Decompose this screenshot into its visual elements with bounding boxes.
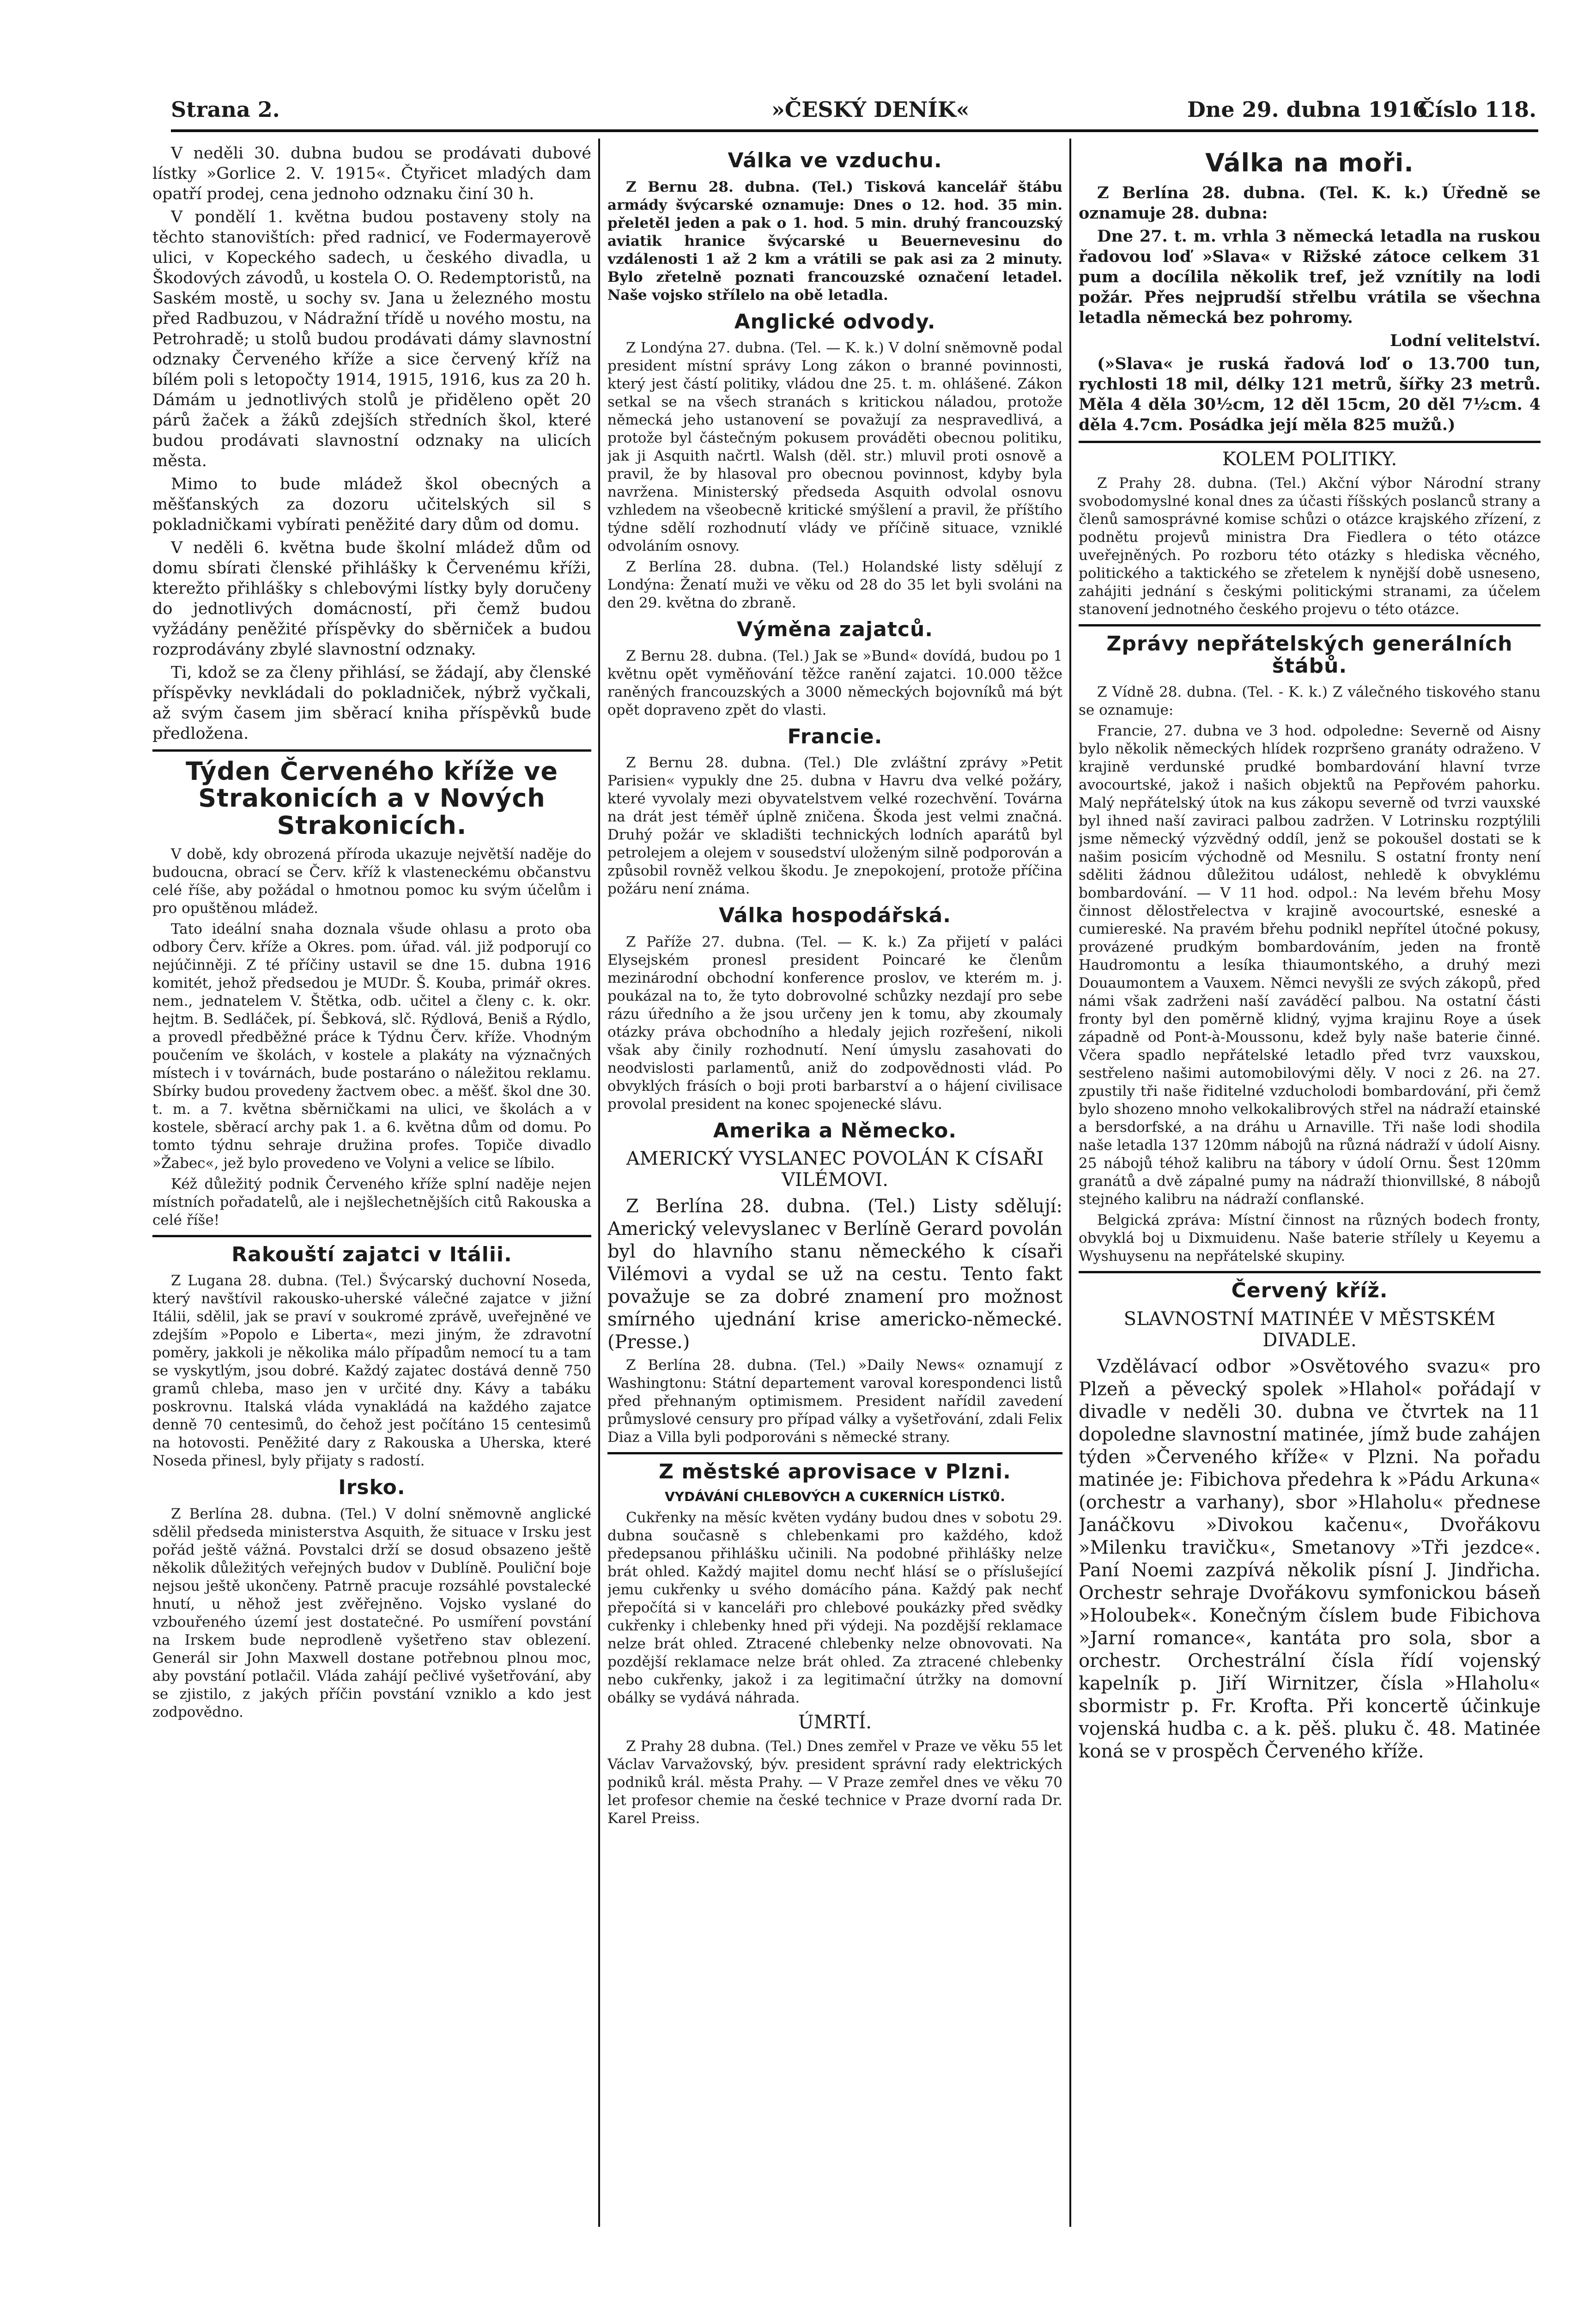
article-paragraph: Ti, kdož se za členy přihlásí, se žádají, aby členské příspěvky nevkládali do pokladniček, nýbrž vyčkali, až svým časem jim sběrací kniha příspěvků bude předložena.	[152, 663, 591, 743]
article-paragraph: V pondělí 1. května budou postaveny stoly na těchto stanovištích: před radnicí, ve Fodermayerově ulici, v Kopeckého sadech, u českého divadla, u Škodových závodů, u kostela O. O. Redemptoristů, na Saském mostě, u sochy sv. Jana u železného mostu před Radbuzou, v Nádražní třídě u nového mostu, na Petrohradě; u stolů budou prodávati dámy slavnostní odznaky Červeného kříže a sice červený kříž na bílém poli s letopočty 1914, 1915, 1916, kus za 20 h. Dámám u jednotlivých stolů je přiděleno opět 20 párů žaček a žáků zdejších středních škol, které budou prodávati slavnostní odznaky na ulicích města.	[152, 208, 591, 470]
article-paragraph: Tato ideální snaha doznala všude ohlasu a proto oba odbory Červ. kříže a Okres. pom. úřad. vál. již podporují co nejúčinněji. Z té příčiny ustavil se dne 15. dubna 1916 komitét, jehož předsedou je MUDr. Š. Kouba, primář okres. nem., jednatelem V. Štětka, odb. učitel a členy c. k. okr. hejtm. B. Sedláček, pí. Šebková, slč. Rýdlová, Beniš a Rýdlo, a provedl předběžné práce k Týdnu Červ. kříže. Vhodným poučením ve školách, v kostele a plakáty na význačných místech i v továrnách, bude postaráno o náležitou reklamu. Sbírky budou provedeny žactvem obec. a měšť. škol dne 30. t. m. a 7. května sběrničkami na ulici, ve školách a v kostele, sběrací archy pak 1. a 6. května dům od domu. Po tomto týdnu sehraje družina profes. Topiče divadlo »Žabec«, jež bylo provedeno ve Volyni a velice se líbilo.	[152, 920, 591, 1172]
headline-enemy-reports: Zprávy nepřátelských generálních štábů.	[1106, 632, 1513, 678]
article-paragraph: Z Berlína 28. dubna. (Tel.) V dolní sněmovně anglické sdělil předseda ministerstva Asquith, že situace v Irsku jest pořád ještě vážná. Povstalci drží se dosud obsazeno ještě několik důležitých veřejných budov v Dublíně. Pouliční boje nejsou ještě ukončeny. Patrně pracuje rozsáhlé povstalecké hnutí, u něhož jest zvěřejněno. Vojsko vyslané do vzbouřeného území jest dostatečné. Po usmíření povstání na Irskem bude neprodleně vyšetřeno stav oblezení. Generál sir John Maxwell dostane potřebnou plnou moc, aby povstání potlačil. Vláda zahájí pečlivé vyšetřování, aby se zjistilo, z jakých příčin povstání vzniklo a kdo jest zodpovědno.	[152, 1505, 591, 1720]
headline-politics: KOLEM POLITIKY.	[1222, 449, 1397, 470]
article-paragraph: Dne 27. t. m. vrhla 3 německá letadla na ruskou řadovou loď »Slava« v Rižské zátoce celkem 31 pum a docílila několik tref, jež vznítily na lodi požár. Přes nejprudší střelbu vrátila se všechna letadla německá bez pohromy.	[1079, 227, 1541, 328]
article-paragraph: Z Prahy 28. dubna. (Tel.) Akční výbor Národní strany svobodomyslné konal dnes za účasti říšských poslanců strany a členů samosprávné komise schůzi o otázce krajského zřízení, z podnětu projevů ministra Dra Fiedlera o této otázce uveřejněných. Po rozboru této otázky s hlediska věcného, politického a taktického se zřetelem k nynější době usneseno, zahájiti jednání s českými politickými stranami, za účelem stanovení jednotného českého projevu o této otázce.	[1079, 475, 1541, 618]
article-paragraph: Z Berlína 28. dubna. (Tel.) Holandské listy sdělují z Londýna: Ženatí muži ve věku od 28 do 35 let byli svoláni na den 29. května do zbraně.	[607, 559, 1062, 612]
header-rule	[171, 129, 1538, 132]
headline-america-germany: Amerika a Německo.	[713, 1119, 957, 1143]
column-divider	[598, 139, 600, 2227]
headline-english-levy: Anglické odvody.	[734, 310, 936, 334]
headline-red-cross: Červený kříž.	[1231, 1279, 1388, 1303]
article-paragraph: Mimo to bude mládež škol obecných a měšťanských za dozoru učitelských sil s pokladničkami vybírati peněžité dary dům od domu.	[152, 475, 591, 534]
section-rule	[152, 749, 591, 752]
headline-economic-war: Válka hospodářská.	[719, 904, 951, 928]
article-paragraph: Z Berlína 28. dubna. (Tel. K. k.) Úředně se oznamuje 28. dubna:	[1079, 183, 1541, 223]
article-paragraph: Cukřenky na měsíc květen vydány budou dnes v sobotu 29. dubna současně s chlebenkami pro každého, kdož předepsanou přihlášku učinili. Na podobné přihlášky nelze brát ohled. Každý majitel domu nechť hlásí se o příslušející jemu cukřenky u svého domácího pána. Každý pak nechť přepočítá si v kanceláři pro chlebové poukázky před svědky cukřenky i chlebenky hned při výdeji. Na pozdější reklamace nelze brát ohled. Ztracené chlebenky nelze obnovovati. Na pozdější reklamace nelze brát ohled. Za ztracené chlebenky nebo cukřenky, jakož i za legitimační útržky na domovní obálky se vydává náhrada.	[607, 1509, 1062, 1706]
headline-sea-war: Válka na moři.	[1205, 148, 1414, 177]
newspaper-title: »ČESKÝ DENÍK«	[771, 97, 970, 122]
article-signature: Lodní velitelství.	[1390, 331, 1541, 351]
article-paragraph: Z Berlína 28. dubna. (Tel.) Listy sdělují: Americký velevyslanec v Berlíně Gerard povolán byl do hlavního stanu německého k císaři Vilémovi a vydal se už na cestu. Tento fakt považuje se za dobré znamení pro možnost smírného ujednání krise americko-německé. (Presse.)	[607, 1196, 1062, 1353]
article-paragraph: Belgická zpráva: Místní činnost na různých bodech fronty, obvyklá boj u Dixmuidenu. Naše baterie střílely u Keyemu a Wyshuysenu na nepřátelské skupiny.	[1079, 1212, 1541, 1265]
headline-deaths: ÚMRTÍ.	[798, 1711, 872, 1733]
section-rule	[152, 1235, 591, 1237]
article-paragraph: Z Berlína 28. dubna. (Tel.) »Daily News« oznamují z Washingtonu: Státní departement varoval korespondenci listů před přehnaným optimismem. President nařídil zavedení průmyslové censury pro případ války a vyšetřování, zdali Felix Diaz a Villa byli podporováni s německé strany.	[607, 1357, 1062, 1446]
article-paragraph: Z Vídně 28. dubna. (Tel. - K. k.) Z válečného tiskového stanu se oznamuje:	[1079, 684, 1541, 719]
article-paragraph: Francie, 27. dubna ve 3 hod. odpoledne: Severně od Aisny bylo několik německých hlídek rozpršeno granáty odraženo. V krajině verdunské prudké bombardování hlavní tvrze avocourtské, jakož i našich objektů na Pepřovém pahorku. Malý nepřátelský útok na kus zákopu severně od tvrzi vauxské byl ihned naší zaviraci palbou zadržen. V Lotrinsku rozptýlili jsme německý výzvědný oddíl, jenž se pokoušel dostati se k našim posicím východně od Mesnilu. S ostatní fronty není sděliti žádnou důležitou událost, nehledě k obvyklému bombardování. — V 11 hod. odpol.: Na levém břehu Mosy činnost dělostřelectva v krajině avocourtské, esneské a cumiereské. Na pravém břehu podnikl nepřítel útočné pokusy, provázené prudkým bombardováním, jeden na frontě Haudromontu a lesíka thiaumontského, a druhý mezi Douaumontem a Vauxem. Němci nevyšli ze svých zákopů, před námi však zadrženi naší zaváděcí palbou. Na ostatní části fronty byl den poměrně klidný, vyjma krajinu Roye a úsek západně od Pont-à-Moussonu, kdež byly naše baterie činné. Včera spadlo nepřátelské letadlo před tvrz vauxskou, sestřeleno našimi automobilovými děly. V noci z 26. na 27. zpustily tři naše řiditelné vzducholodi bombardování, při čemž bylo shozeno mnoho velkokalibrových střel na nádraží etainské a bersdorfské, a na dráhu u Arnaville. Tři naše lodi shodila naše letadla 137 120mm nábojů na různá nádraží v údolí Aisny. 25 nábojů téhož kalibru na tábory v údolí Ornu. Šest 120mm granátů a dvě zápalné pumy na nádraží thionvillské, 8 nábojů stejného kalibru na nádraží conflanské.	[1079, 723, 1541, 1208]
newspaper-page	[18, 0, 1589, 2310]
article-paragraph: Z Bernu 28. dubna. (Tel.) Jak se »Bund« dovídá, budou po 1 květnu opět vyměňování těžce ranění zajatci. 10.000 těžce raněných francouzských a 3000 německých bojovníků má být opět dopraveno zpět do vlasti.	[607, 647, 1062, 718]
article-paragraph: Z Londýna 27. dubna. (Tel. — K. k.) V dolní sněmovně podal president místní správy Long zákon o branné povinnosti, který jest částí politiky, vládou dne 25. t. m. ohlášené. Zákon setkal se na všech stranách s kritickou náladou, protože německá jeho ustanovení se považují za nespravedlivá, a protože byl částečným pokusem prováděti obecnou politiku, jak ji Asquith načrtl. Walsh (děl. str.) mluvil proti osnově a pravil, že by hlasoval pro obecnou povinnost, kdyby byla navržena. Ministerský předseda Asquith odvolal osnovu vzhledem na všeobecně kritické smýšlení a pravil, že příštího týdne sdělí rozhodnutí vlády ve příčině situace, vzniklé odvoláním osnovy.	[607, 340, 1062, 555]
headline-city-supply: Z městské aprovisace v Plzni.	[659, 1460, 1011, 1484]
section-rule	[1079, 1271, 1541, 1273]
article-paragraph: Kéž důležitý podnik Červeného kříže splní naděje nejen místních pořadatelů, ale i nejšlechetnějších citů Rakouska a celé říše!	[152, 1175, 591, 1228]
article-paragraph: Z Paříže 27. dubna. (Tel. — K. k.) Za přijetí v paláci Elysejském pronesl president Poincaré ke členům mezinárodní obchodní konference proslov, ve kterém m. j. poukázal na to, že tyto dobrovolné schůzky nezdají pro sebe rázu úředního a že jsou určeny jen k tomu, aby zkoumaly otázky práva obchodního a hledaly jejich rozřešení, nikoli však aby činily rozhodnutí. Není úmyslu zasahovati do neodvislosti parlamentů, aniž do zodpovědnosti vlád. Po obvyklých frásích o boji proti barbarství a o hájení civilisace provolal president na konec spojenecké slávu.	[607, 933, 1062, 1112]
column-2	[607, 143, 1062, 2218]
article-paragraph: Z Bernu 28. dubna. (Tel.) Dle zvláštní zprávy »Petit Parisien« vypukly dne 25. dubna v Havru dva velké požáry, které vyvolaly mezi obyvatelstvem velké rozechvění. Továrna na drát jest téměř úplně zničena. Škoda jest velmi značná. Druhý požár ve skladišti technických lodních aparátů byl petrolejem a olejem v sousedství uloženým silně podporován a způsobil rovněž velkou škodu. Je znepokojení, protože příčina požáru není známa.	[607, 754, 1062, 898]
article-paragraph: Z Prahy 28 dubna. (Tel.) Dnes zemřel v Praze ve věku 55 let Václav Varvažovský, býv. president správní rady elektrických podniků král. města Prahy. — V Praze zemřel dnes ve věku 70 let profesor chemie na české technice v Praze dvorní rada Dr. Karel Preiss.	[607, 1738, 1062, 1827]
headline-italy-prisoners: Rakouští zajatci v Itálii.	[231, 1242, 512, 1266]
article-paragraph: V neděli 6. května bude školní mládež dům od domu sbírati členské přihlášky k Červenému kříži, kterežto přihlášky s chlebovými lístky byly doručeny do jednotlivých domácností, při čemž budou vyžádány peněžité příspěvky do sběrniček a budou rozprodávány zbylé slavnostní odznaky.	[152, 539, 591, 659]
article-paragraph: (»Slava« je ruská řadová loď o 13.700 tun, rychlosti 18 mil, délky 121 metrů, šířky 23 metrů. Měla 4 děla 30½cm, 12 děl 15cm, 20 děl 7½cm. 4 děla 4.7cm. Posádka její měla 825 mužů.)	[1079, 354, 1541, 435]
subheadline-matinee: SLAVNOSTNÍ MATINÉE V MĚSTSKÉM DIVADLE.	[1123, 1308, 1496, 1351]
article-gorlice: V neděli 30. dubna budou se prodávati dubové lístky »Gorlice 2. V. 1915«. Čtyřicet mladých dam opatří prodej, cena jednoho odznaku činí 30 h.	[152, 144, 591, 203]
page-number: Strana 2.	[171, 97, 280, 122]
section-rule	[1079, 624, 1541, 626]
headline-red-cross-week: Týden Červeného kříže ve Strakonicích a v Nových Strakonicích.	[186, 757, 558, 840]
section-rule	[1079, 441, 1541, 443]
section-rule	[607, 1452, 1062, 1454]
page-header	[171, 97, 1538, 129]
headline-france: Francie.	[787, 724, 883, 748]
article-paragraph: Z Bernu 28. dubna. (Tel.) Tisková kancelář štábu armády švýcarské oznamuje: Dnes o 12. hod. 35 min. přeletěl jeden a pak o 1. hod. 5 min. druhý francouzský aviatik hranice švýcarské u Beuernevesinu do vzdálenosti 1 až 2 km a vrátili se pak asi za 2 minuty. Bylo zřetelně poznati francouzské označení letadel. Naše vojsko střílelo na obě letadla.	[607, 178, 1062, 304]
article-paragraph: Z Lugana 28. dubna. (Tel.) Švýcarský duchovní Noseda, který navštívil rakousko-uherské válečné zajatce v jižní Itálii, sdělil, jak se praví v soukromé zprávě, uveřejněné ve zdejším »Popolo e Liberta«, mezi jiným, že zdravotní poměry, jakkoli je několika málo případům nemocí tu a tam se vyskytlým, jsou dobré. Každý zajatec dostává denně 750 gramů chleba, maso jen v určité dny. Kávy a tabáku poskrovnu. Italská vláda vynakládá na každého zajatce denně 70 centesimů, do čehož jest počítáno 15 centesimů na hotovosti. Peněžité dary z Rakouska a Uherska, které Noseda přinesl, byly přijaty s radostí.	[152, 1272, 591, 1470]
subheadline-ambassador: AMERICKÝ VYSLANEC POVOLÁN K CÍSAŘI VILÉMOVI.	[626, 1148, 1044, 1191]
issue-number: Číslo 118.	[1418, 97, 1537, 122]
headline-ireland: Irsko.	[338, 1476, 406, 1500]
column-divider	[1069, 139, 1071, 2227]
column-1	[152, 143, 591, 2218]
headline-air-war: Válka ve vzduchu.	[728, 149, 942, 172]
article-paragraph: Vzdělávací odbor »Osvětového svazu« pro Plzeň a pěvecký spolek »Hlahol« pořádají v divadle v neděli 30. dubna ve čtvrtek na 11 dopoledne slavnostní matinée, jímž bude zahájen týden »Červeného kříže« v Plzni. Na pořadu matinée je: Fibichova předehra k »Pádu Arkuna« (orchestr a varhany), sbor »Hlaholu« přednese Janáčkovu »Divokou kačenu«, Dvořákovu »Milenku travičku«, Smetanovy »Tři jezdce«. Paní Noemi zazpívá několik písní J. Jindřicha. Orchestr sehraje Dvořákovu symfonickou báseň »Holoubek«. Konečným číslem bude Fibichova »Jarní romance«, kantáta pro sola, sbor a orchestr. Orchestrální čísla řídí vojenský kapelník p. Jiří Wirnitzer, čísla »Hlaholu« sbormistr p. Fr. Krofta. Při koncertě účinkuje vojenská hudba c. a k. pěš. pluku č. 48. Matinée koná se v prospěch Červeného kříže.	[1079, 1356, 1541, 1762]
issue-date: Dne 29. dubna 1916.	[1187, 97, 1435, 122]
subheadline-cards: VYDÁVÁNÍ CHLEBOVÝCH A CUKERNÍCH LÍSTKŮ.	[665, 1489, 1005, 1504]
article-paragraph: V době, kdy obrozená příroda ukazuje největší naděje do budoucna, obrací se Červ. kříž k vlasteneckému občanstvu celé říše, aby požádal o hmotnou pomoc ku svým účelům i pro opuštěnou mládež.	[152, 845, 591, 917]
column-3	[1079, 143, 1541, 2218]
headline-prisoner-exchange: Výměna zajatců.	[737, 618, 933, 642]
